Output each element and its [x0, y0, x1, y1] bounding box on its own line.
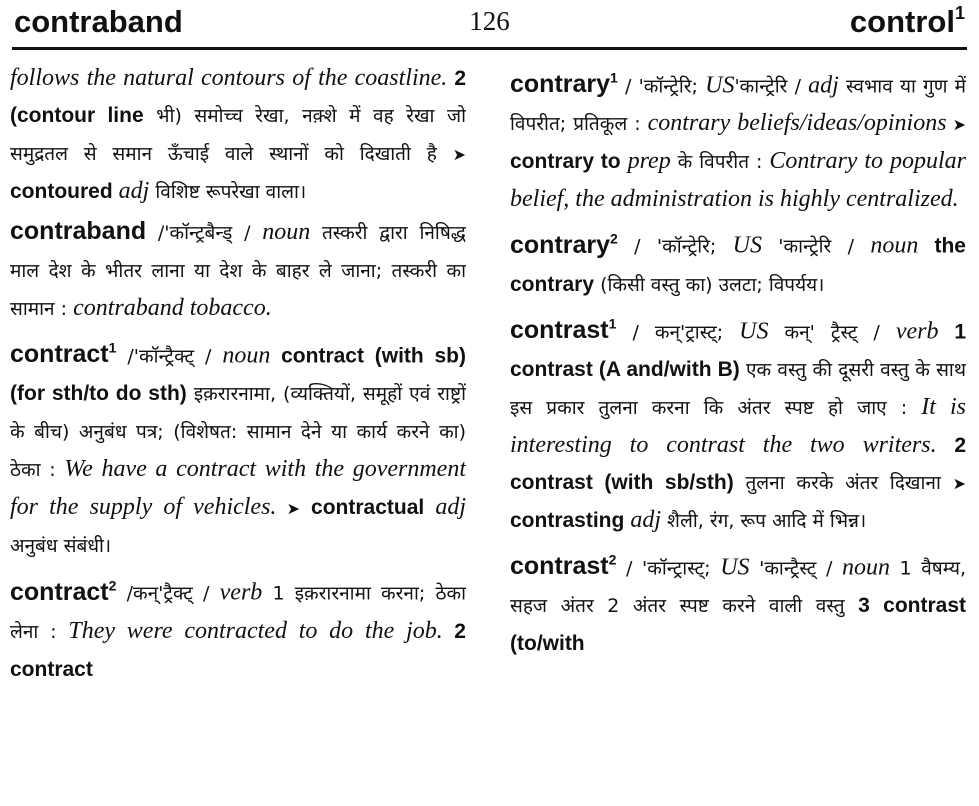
entry-contrast-1: contrast$^1$ / कन्'ट्रास्ट्; US कन्' ट्रैस्ट् / verb 1 contrast (A and/with B) एक वस्तु की दूसरी वस्तु के साथ इस प्रकार तुलना करना कि अंतर स्पष्ट हो जाए : It is interesting to contrast the two writers. 2 contrast (with sb/sth) तुलना करके अंतर दिखाना ➤ contrasting adj शैली, रंग, रूप आदि में भिन्न।	[510, 315, 966, 533]
header-rule	[12, 47, 967, 50]
headword: contrast$^2$	[510, 551, 617, 581]
header-right-guide-word: control$^1$	[849, 2, 965, 39]
entry-contract-1: contract$^1$ /'कॉन्ट्रैक्ट् / noun contract (with sb) (for sth/to do sth) इक़रारनामा, (व्यक्तियों, समूहों एवं राष्ट्रों के बीच) अनुबंध पत्र; (विशेषत: सामान देने या कार्य करने का) ठेका : We have a contract with the government for the supply of vehicles. ➤ contractual adj अनुबंध संबंधी।	[10, 340, 466, 558]
entry-contraband: contraband /'कॉन्ट्रबैन्ड् / noun तस्करी द्वारा निषिद्ध माल देश के भीतर लाना या देश के बाहर ले जाना; तस्करी का सामान : contraband tobacco.	[10, 217, 466, 321]
entry-contrary-1: contrary$^1$ / 'कॉन्ट्रेरि; US'कान्ट्रेरि / adj स्वभाव या गुण में विपरीत; प्रतिकूल : contrary beliefs/ideas/opinions ➤ contrary to prep के विपरीत : Contrary to popular belief, the administration is highly centralized.	[510, 70, 966, 213]
left-column	[10, 60, 466, 805]
headword: contrary$^2$	[510, 230, 618, 259]
page-header	[0, 0, 979, 50]
header-left-guide-word: contraband	[14, 4, 183, 39]
entry-contrast-2: contrast$^2$ / 'कॉन्ट्रास्ट्; US 'कान्ट्रैस्ट् / noun 1 वैषम्य, सहज अंतर 2 अंतर स्पष्ट करने वाली वस्तु 3 contrast (to/with	[510, 551, 966, 656]
right-column	[510, 60, 966, 805]
headword: contrary$^1$	[510, 70, 618, 99]
headword: contract$^2$	[10, 577, 117, 606]
entry-contract-2: contract$^2$ /कन्'ट्रैक्ट् / verb 1 इक़रारनामा करना; ठेका लेना : They were contracted to do the job. 2 contract	[10, 577, 466, 681]
entry-contrary-2: contrary$^2$ / 'कॉन्ट्रेरि; US 'कान्ट्रेरि / noun the contrary (किसी वस्तु का) उलटा; विपर्यय।	[510, 230, 966, 296]
entry-contour-continued: follows the natural contours of the coastline. 2 (contour line भी) समोच्च रेखा, नक़्शे में वह रेखा जो समुद्रतल से समान ऊँचाई वाले स्थानों को दिखाती है ➤ contoured adj विशिष्ट रूपरेखा वाला।	[10, 65, 466, 204]
headword: contraband	[10, 217, 147, 245]
headword: contrast$^1$	[510, 315, 617, 344]
headword: contract$^1$	[10, 340, 117, 369]
page-number: 126	[469, 6, 510, 36]
